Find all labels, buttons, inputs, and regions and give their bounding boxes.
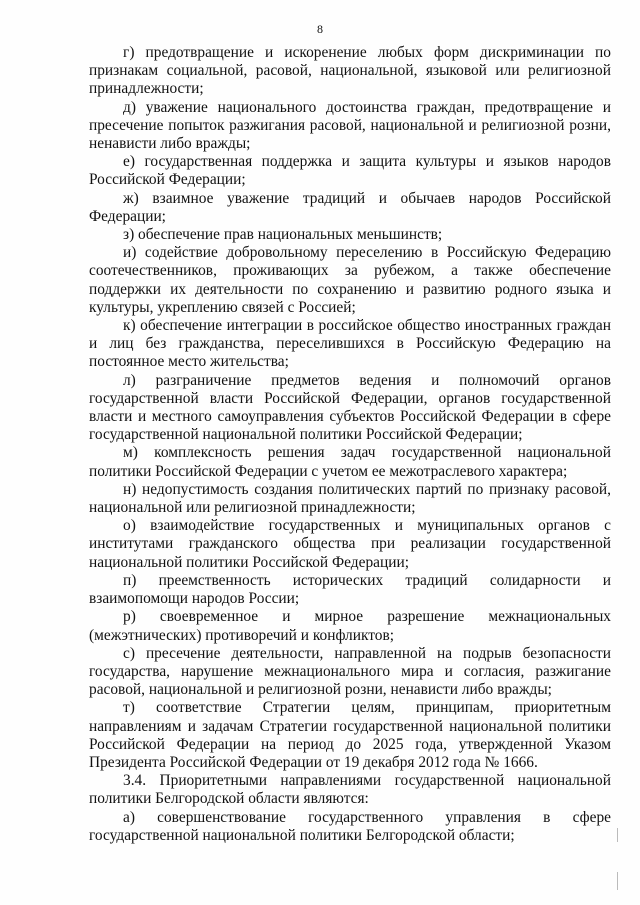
- paragraph-l: л) разграничение предметов ведения и полномочий органов государственной власти Российской Федерации, органов государственной власти и местного самоуправления субъектов Российской Федерации в сфере государственной национальной политики Российской Федерации;: [89, 371, 611, 444]
- scan-artifact: [617, 828, 618, 842]
- paragraph-m: м) комплексность решения задач государственной национальной политики Российской Федерации с учетом ее межотраслевого характера;: [89, 444, 611, 480]
- paragraph-z: з) обеспечение прав национальных меньшинств;: [123, 226, 443, 244]
- paragraph-g: г) предотвращение и искоренение любых форм дискриминации по признакам социальной, расовой, национальной, языковой или религиозной принадлежности;: [89, 44, 611, 98]
- document-body: [89, 44, 611, 845]
- paragraph-s: с) пресечение деятельности, направленной на подрыв безопасности государства, нарушение межнационального мира и согласия, разжигание расовой, национальной и религиозной розни, ненависти либо вражды;: [89, 644, 611, 699]
- paragraph-k: к) обеспечение интеграции в российское общество иностранных граждан и лиц без гражданства, переселившихся в Российскую Федерацию на постоянное место жительства;: [89, 317, 611, 371]
- page-number: 8: [317, 22, 323, 36]
- paragraph-r: р) своевременное и мирное разрешение межнациональных (межэтнических) противоречий и конфликтов;: [89, 608, 611, 644]
- paragraph-3-4: 3.4. Приоритетными направлениями государственной национальной политики Белгородской области являются:: [89, 772, 611, 808]
- paragraph-p: п) преемственность исторических традиций солидарности и взаимопомощи народов России;: [89, 571, 611, 608]
- scan-artifact: [617, 872, 618, 890]
- paragraph-n: н) недопустимость создания политических партий по признаку расовой, национальной или религиозной принадлежности;: [89, 480, 611, 517]
- paragraph-t: т) соответствие Стратегии целям, принципам, приоритетным направлениям и задачам Стратегии государственной национальной политики Российской Федерации на период до 2025 года, утвержденной Указом Президента Российской Федерации от 19 декабря 2012 года № 1666.: [89, 699, 611, 771]
- paragraph-i: и) содействие добровольному переселению в Российскую Федерацию соотечественников, проживающих за рубежом, а также обеспечение поддержки их деятельности по сохранению и развитию родного языка и культуры, укреплению связей с Россией;: [89, 244, 611, 316]
- paragraph-zh: ж) взаимное уважение традиций и обычаев народов Российской Федерации;: [89, 189, 611, 225]
- paragraph-a: а) совершенствование государственного управления в сфере государственной национальной политики Белгородской области;: [89, 808, 611, 844]
- paragraph-o: о) взаимодействие государственных и муниципальных органов с институтами гражданского общества при реализации государственной национальной политики Российской Федерации;: [89, 517, 611, 571]
- paragraph-d: д) уважение национального достоинства граждан, предотвращение и пресечение попыток разжигания расовой, национальной и религиозной розни, ненависти либо вражды;: [89, 98, 611, 153]
- paragraph-e: е) государственная поддержка и защита культуры и языков народов Российской Федерации;: [89, 153, 611, 189]
